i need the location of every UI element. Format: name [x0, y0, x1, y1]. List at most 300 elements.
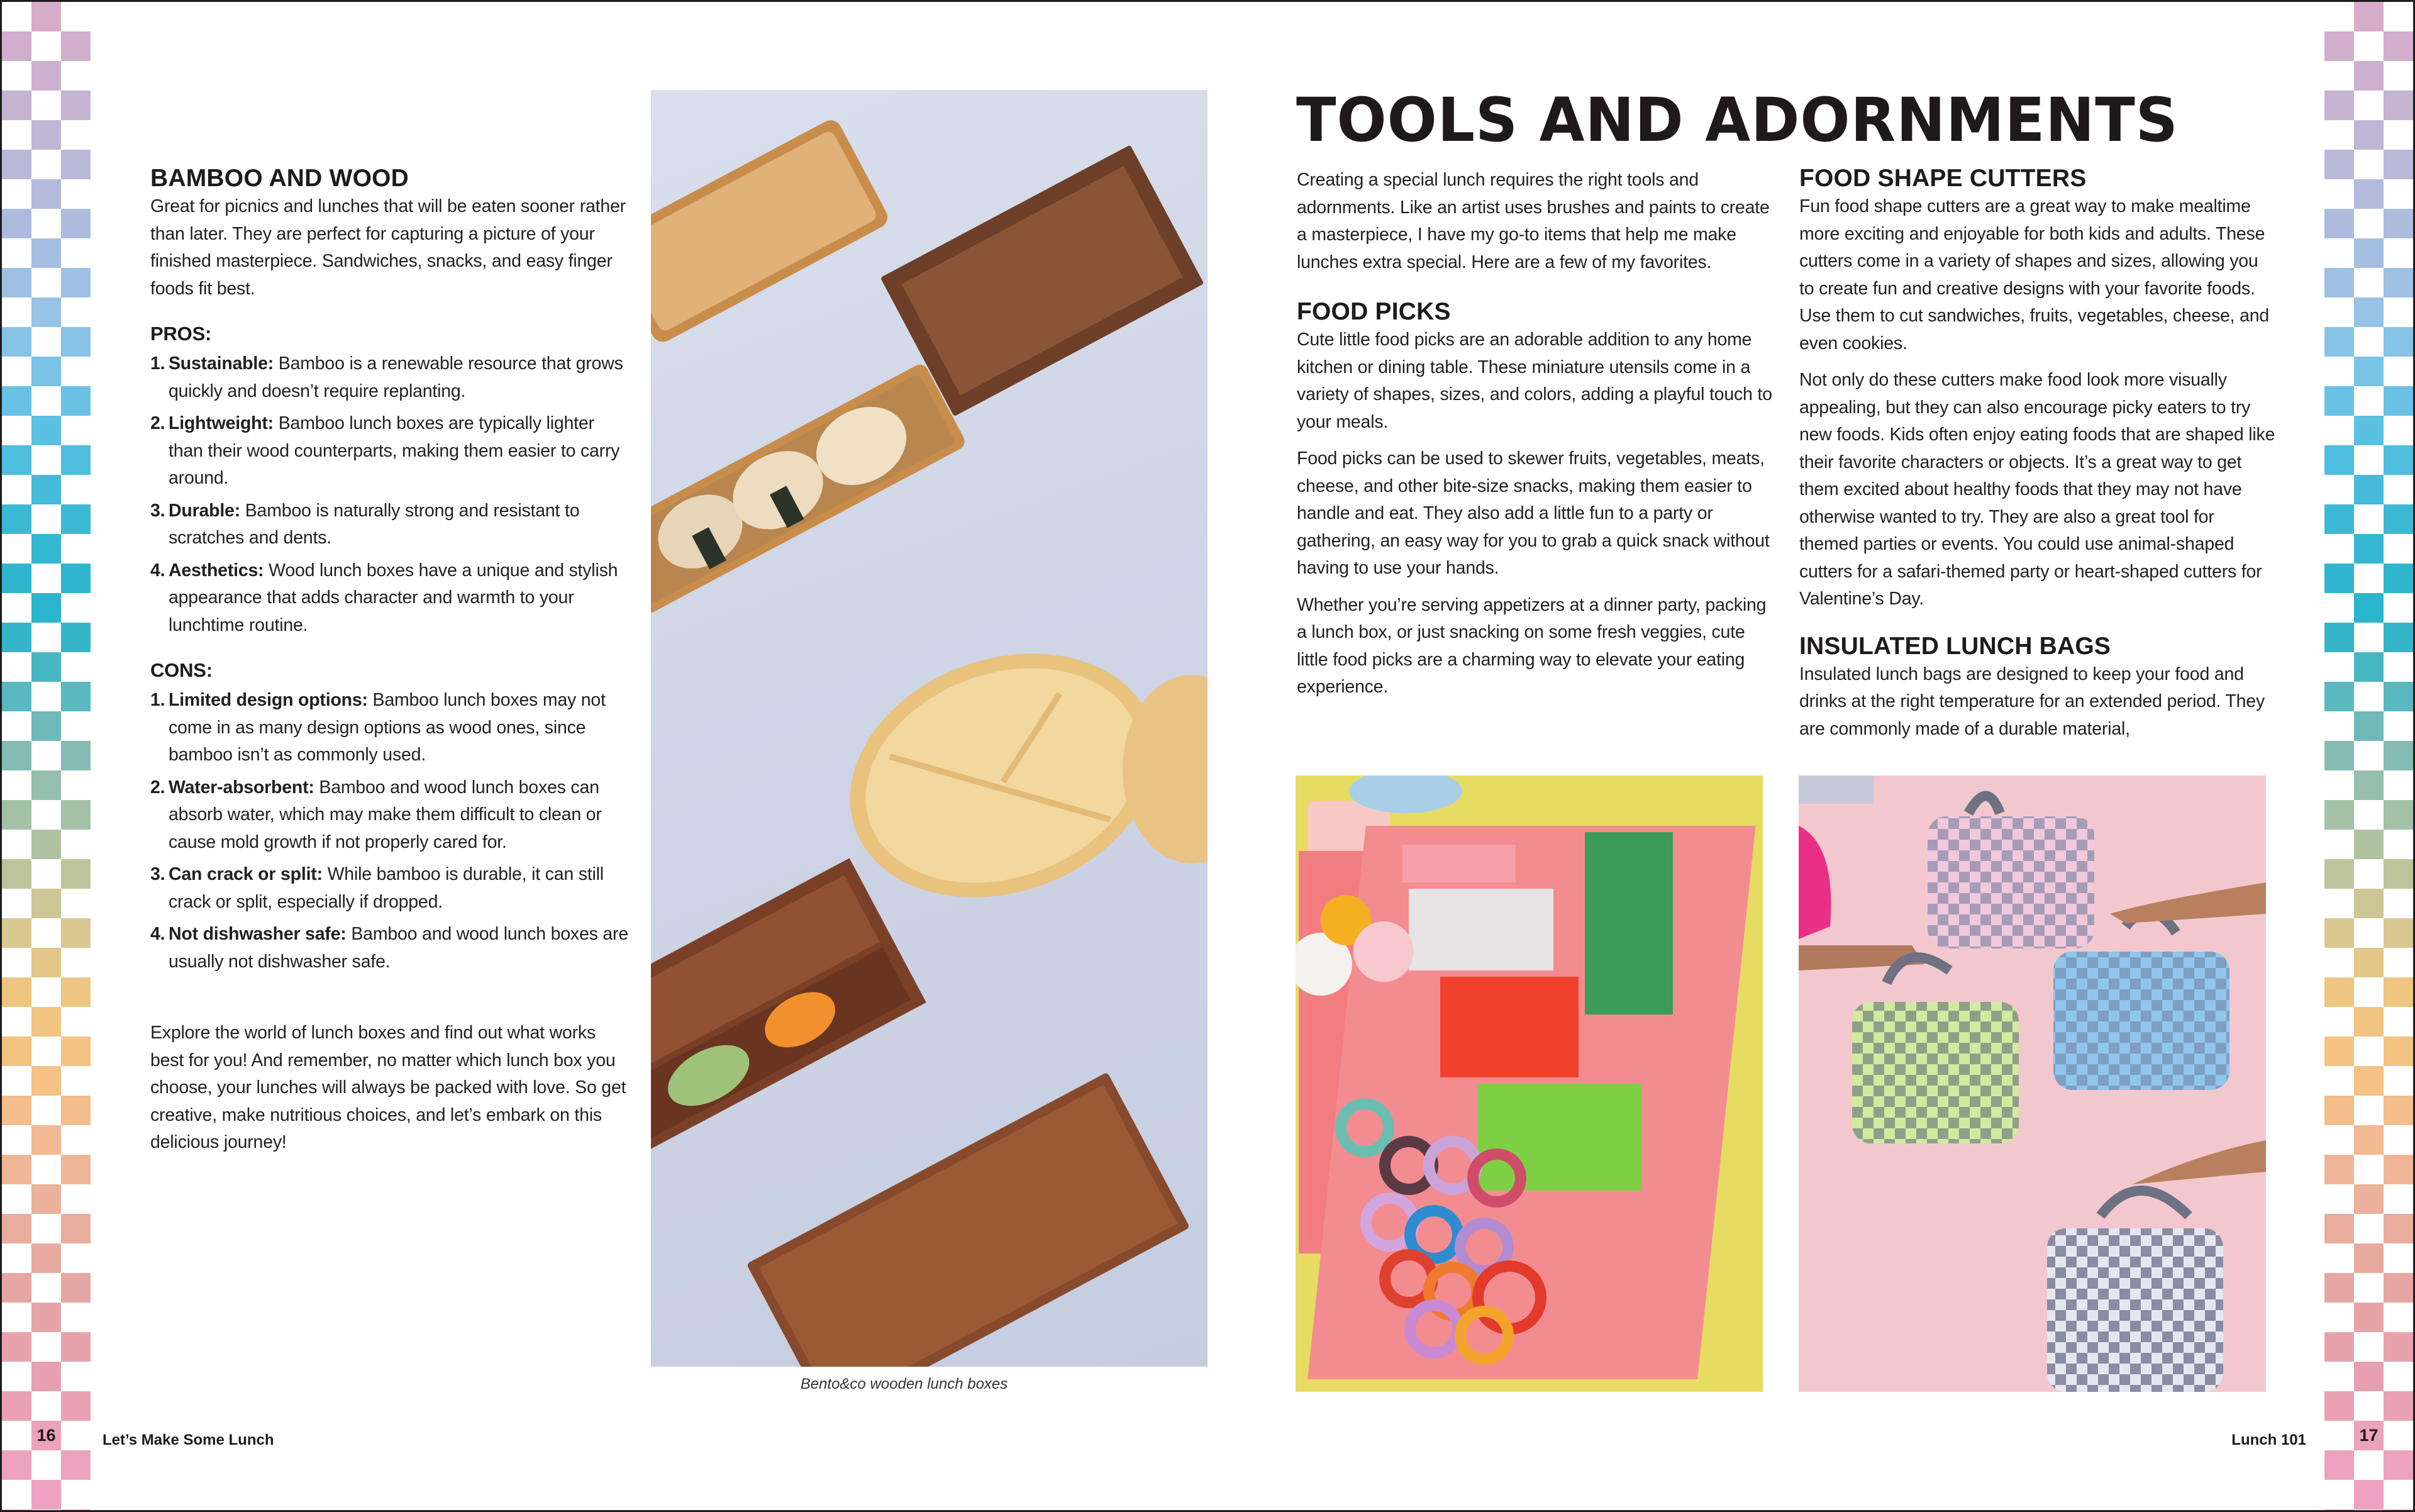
checker-square [61, 2, 91, 31]
checker-square [61, 534, 91, 564]
checker-square [2324, 948, 2354, 977]
checker-square [31, 1184, 61, 1214]
checker-square [2324, 1214, 2354, 1243]
checker-square [2384, 948, 2413, 977]
body-paragraph: Not only do these cutters make food look more visually appealing, but they can also encourage picky eaters to try new foods. Kids often enjoy eating foods that are shaped like their favorite characters or objects. It’s a great way to get them excited about healthy foods that they may not have otherwise wanted to try. They are also a great tool for themed parties or events. You could use animal-shaped cutters for a safari-themed party or heart-shaped cutters for Valentine’s Day. [1799, 370, 2275, 609]
checker-square [61, 416, 91, 445]
checker-square [2384, 534, 2413, 564]
checker-square [31, 1480, 61, 1509]
checker-square [31, 209, 61, 238]
checker-square [2384, 1421, 2413, 1450]
checker-square [2384, 386, 2413, 416]
checker-square [2354, 238, 2384, 268]
checker-square [2354, 623, 2384, 652]
checker-square [2, 1421, 31, 1450]
checker-square [2384, 1184, 2413, 1214]
checker-square [2354, 564, 2384, 593]
checker-square [61, 948, 91, 977]
checker-square [2354, 1184, 2384, 1214]
checker-square [2384, 1450, 2413, 1480]
checker-square [2, 652, 31, 682]
left-text-column [150, 164, 628, 1166]
checker-square [61, 209, 91, 238]
checker-square [61, 179, 91, 209]
checker-square [2, 297, 31, 327]
checker-square [31, 682, 61, 711]
checker-square [2354, 1421, 2384, 1450]
checker-square [2, 1007, 31, 1037]
checker-square [31, 327, 61, 357]
checker-square [2384, 475, 2413, 504]
checker-square [2384, 91, 2413, 120]
checker-square [2354, 297, 2384, 327]
checker-square [2384, 918, 2413, 948]
checker-square [31, 830, 61, 859]
checker-square [2324, 1007, 2354, 1037]
checker-square [2324, 1303, 2354, 1332]
list-item: 4. Aesthetics: Wood lunch boxes have a unique and stylish appearance that adds character and warmth to your lunchtime routine. [150, 560, 618, 635]
checker-border-right [2324, 2, 2413, 1510]
checker-square [31, 1273, 61, 1303]
checker-square [2354, 209, 2384, 238]
checker-square [2354, 31, 2384, 61]
checker-square [2384, 1214, 2413, 1243]
checker-square [2324, 1421, 2354, 1450]
checker-square [31, 1303, 61, 1332]
checker-square [2384, 31, 2413, 61]
checker-square [2, 150, 31, 179]
checker-square [2384, 1037, 2413, 1066]
checker-square [61, 475, 91, 504]
intro-paragraph: Creating a special lunch requires the right tools and adornments. Like an artist uses brushes and paints to create a masterpiece, I have my go-to items that help me make lunches extra special. Here are a few of my favorites. [1297, 170, 1770, 272]
checker-square [61, 564, 91, 593]
checker-square [2, 1509, 31, 1510]
checker-square [2324, 1066, 2354, 1096]
checker-square [2354, 120, 2384, 150]
bento-boxes-photo [651, 90, 1208, 1367]
checker-square [2384, 1155, 2413, 1184]
checker-square [2324, 209, 2354, 238]
middle-text-column [1297, 167, 1775, 711]
checker-square [61, 977, 91, 1007]
checker-square [61, 1362, 91, 1391]
bento-illustration [651, 90, 1208, 1367]
checker-square [2324, 682, 2354, 711]
checker-square [31, 770, 61, 800]
checker-square [2324, 238, 2354, 268]
checker-square [31, 1066, 61, 1096]
checker-square [2384, 1362, 2413, 1391]
body-paragraph: Cute little food picks are an adorable addition to any home kitchen or dining table. These miniature utensils come in a variety of shapes, sizes, and colors, adding a playful touch to your meals. [1297, 330, 1772, 432]
checker-square [2384, 859, 2413, 889]
checker-square [2324, 150, 2354, 179]
checker-square [2, 445, 31, 475]
checker-square [2354, 327, 2384, 357]
checker-square [31, 918, 61, 948]
section-heading: BAMBOO AND WOOD [150, 165, 409, 192]
checker-square [2384, 1125, 2413, 1155]
checker-square [2384, 297, 2413, 327]
checker-square [2384, 2, 2413, 31]
checker-square [2324, 327, 2354, 357]
cons-list [150, 687, 628, 976]
checker-square [61, 357, 91, 386]
checker-square [2, 120, 31, 150]
checker-square [2, 1391, 31, 1421]
checker-square [2324, 1391, 2354, 1421]
checker-square [2, 91, 31, 120]
checker-square [2384, 741, 2413, 770]
checker-square [2, 1332, 31, 1362]
checker-border-left [2, 2, 91, 1510]
checker-square [61, 770, 91, 800]
checker-square [31, 179, 61, 209]
checker-square [31, 475, 61, 504]
checker-square [31, 564, 61, 593]
checker-square [2354, 1125, 2384, 1155]
checker-square [61, 1155, 91, 1184]
checker-square [2, 1155, 31, 1184]
checker-square [61, 652, 91, 682]
page-number: 17 [2359, 1426, 2379, 1445]
checker-square [61, 682, 91, 711]
checker-square [2324, 1480, 2354, 1509]
checker-square [31, 859, 61, 889]
checker-square [31, 120, 61, 150]
checker-square [2354, 268, 2384, 297]
checker-square [2384, 504, 2413, 534]
checker-square [31, 1214, 61, 1243]
checker-square [31, 977, 61, 1007]
checker-square [61, 711, 91, 741]
checker-square [31, 711, 61, 741]
checker-square [2324, 1362, 2354, 1391]
checker-square [2324, 859, 2354, 889]
checker-square [2324, 1332, 2354, 1362]
checker-square [2354, 770, 2384, 800]
checker-square [31, 1509, 61, 1510]
checker-square [2354, 150, 2384, 179]
intro-paragraph: Great for picnics and lunches that will be eaten sooner rather than later. They are perfect for capturing a picture of your finished masterpiece. Sandwiches, snacks, and easy finger foods fit best. [150, 196, 626, 299]
checker-square [2384, 1066, 2413, 1096]
checker-square [2384, 416, 2413, 445]
checker-square [61, 741, 91, 770]
checker-square [2324, 1037, 2354, 1066]
checker-square [31, 741, 61, 770]
checker-square [2, 564, 31, 593]
checker-square [61, 593, 91, 623]
checker-square [2354, 682, 2384, 711]
checker-square [2324, 800, 2354, 830]
checker-square [2324, 564, 2354, 593]
checker-square [2, 593, 31, 623]
checker-square [2354, 1362, 2384, 1391]
list-item: 2. Water-absorbent: Bamboo and wood lunch boxes can absorb water, which may make them difficult to clean or cause mold growth if not properly cared for. [150, 777, 602, 852]
checker-square [2324, 268, 2354, 297]
checker-square [61, 1332, 91, 1362]
closing-paragraph: Explore the world of lunch boxes and find out what works best for you! And remember, no matter which lunch box you choose, your lunches will always be packed with love. So get creative, make nutritious choices, and let’s embark on this delicious journey! [150, 1023, 626, 1152]
checker-square [2384, 209, 2413, 238]
checker-square [2354, 386, 2384, 416]
checker-square [2384, 682, 2413, 711]
checker-square [2354, 91, 2384, 120]
lunch-bags-photo [1799, 775, 2266, 1392]
checker-square [2, 1303, 31, 1332]
checker-square [61, 297, 91, 327]
checker-square [2354, 445, 2384, 475]
checker-square [31, 800, 61, 830]
checker-square [2324, 91, 2354, 120]
checker-square [2384, 564, 2413, 593]
checker-square [2384, 1509, 2413, 1510]
cons-heading: CONS: [150, 659, 213, 681]
checker-square [2, 327, 31, 357]
checker-square [2384, 593, 2413, 623]
checker-square [61, 1184, 91, 1214]
checker-square [2354, 504, 2384, 534]
checker-square [2384, 61, 2413, 91]
checker-square [2, 1273, 31, 1303]
checker-square [2324, 652, 2354, 682]
checker-square [2354, 475, 2384, 504]
body-paragraph: Insulated lunch bags are designed to keep your food and drinks at the right temperature for an extended period. They are commonly made of a durable material, [1799, 664, 2265, 739]
checker-square [2384, 623, 2413, 652]
checker-square [61, 1421, 91, 1450]
checker-square [2324, 416, 2354, 445]
checker-square [2354, 859, 2384, 889]
checker-square [2324, 445, 2354, 475]
checker-square [2384, 357, 2413, 386]
checker-square [61, 1096, 91, 1125]
checker-square [2, 623, 31, 652]
checker-square [61, 268, 91, 297]
checker-square [2354, 800, 2384, 830]
checker-square [31, 386, 61, 416]
list-item: 1. Sustainable: Bamboo is a renewable resource that grows quickly and doesn’t require replanting. [150, 353, 623, 401]
checker-square [31, 61, 61, 91]
checker-square [2324, 1509, 2354, 1510]
checker-square [2354, 1214, 2384, 1243]
checker-square [31, 1450, 61, 1480]
checker-square [2, 800, 31, 830]
checker-square [2384, 268, 2413, 297]
checker-square [2, 830, 31, 859]
checker-square [2324, 357, 2354, 386]
checker-square [31, 238, 61, 268]
checker-square [61, 1480, 91, 1509]
body-paragraph: Whether you’re serving appetizers at a dinner party, packing a lunch box, or just snacking on some fresh veggies, cute little food picks are a charming way to elevate your eating experience. [1297, 594, 1767, 697]
book-spread [2, 2, 2413, 1510]
checker-square [2384, 977, 2413, 1007]
checker-square [61, 150, 91, 179]
checker-square [61, 1007, 91, 1037]
checker-square [2354, 1096, 2384, 1125]
checker-square [61, 61, 91, 91]
checker-square [2324, 179, 2354, 209]
checker-square [31, 948, 61, 977]
checker-square [2354, 1007, 2384, 1037]
checker-square [2, 209, 31, 238]
checker-square [31, 623, 61, 652]
checker-square [31, 1391, 61, 1421]
checker-square [61, 445, 91, 475]
checker-square [2, 61, 31, 91]
checker-square [2, 386, 31, 416]
checker-square [2354, 2, 2384, 31]
checker-square [2324, 1096, 2354, 1125]
checker-square [61, 91, 91, 120]
checker-square [2, 948, 31, 977]
checker-square [2, 1125, 31, 1155]
checker-square [2324, 1450, 2354, 1480]
checker-square [2324, 889, 2354, 918]
checker-square [31, 31, 61, 61]
pros-list [150, 350, 628, 639]
checker-square [2324, 770, 2354, 800]
checker-square [2, 682, 31, 711]
checker-square [2384, 770, 2413, 800]
checker-square [61, 623, 91, 652]
checker-square [2, 1450, 31, 1480]
checker-square [61, 386, 91, 416]
checker-square [2, 741, 31, 770]
checker-square [2354, 534, 2384, 564]
checker-square [61, 918, 91, 948]
checker-square [31, 1421, 61, 1450]
checker-square [61, 238, 91, 268]
body-paragraph: Fun food shape cutters are a great way to make mealtime more exciting and enjoyable for both kids and adults. These cutters come in a variety of shapes and sizes, allowing you to create fun and creative designs with your favorite foods. Use them to cut sandwiches, fruits, vegetables, cheese, and even cookies. [1799, 196, 2270, 353]
checker-square [61, 1303, 91, 1332]
checker-square [2324, 31, 2354, 61]
checker-square [2384, 150, 2413, 179]
checker-square [2384, 1332, 2413, 1362]
checker-square [31, 416, 61, 445]
checker-square [2324, 386, 2354, 416]
checker-square [2324, 534, 2354, 564]
checker-square [61, 31, 91, 61]
checker-square [2, 711, 31, 741]
page-title: TOOLS AND ADORNMENTS [1296, 85, 2179, 155]
checker-square [2, 1214, 31, 1243]
checker-square [2354, 948, 2384, 977]
food-picks-heading: FOOD PICKS [1297, 298, 1451, 325]
checker-square [2, 1362, 31, 1391]
checker-square [2354, 179, 2384, 209]
checker-square [61, 889, 91, 918]
pros-heading: PROS: [150, 323, 212, 345]
list-item: 4. Not dishwasher safe: Bamboo and wood lunch boxes are usually not dishwasher safe. [150, 924, 628, 972]
checker-square [2, 238, 31, 268]
checker-square [2354, 1303, 2384, 1332]
checker-square [2, 770, 31, 800]
checker-square [2324, 1125, 2354, 1155]
checker-square [31, 268, 61, 297]
food-shape-cutters-heading: FOOD SHAPE CUTTERS [1799, 165, 2087, 192]
checker-square [2384, 445, 2413, 475]
body-paragraph: Food picks can be used to skewer fruits, vegetables, meats, cheese, and other bite-size snacks, making them easier to handle and eat. They also add a little fun to a party or gathering, an easy way for you to grab a quick snack without having to use your hands. [1297, 448, 1770, 578]
checker-square [2324, 1243, 2354, 1273]
checker-square [31, 1155, 61, 1184]
checker-square [2354, 741, 2384, 770]
checker-square [2354, 1037, 2384, 1066]
checker-square [61, 504, 91, 534]
checker-square [2, 918, 31, 948]
checker-square [61, 120, 91, 150]
checker-square [31, 889, 61, 918]
checker-square [2384, 179, 2413, 209]
checker-square [2354, 830, 2384, 859]
checker-square [31, 1332, 61, 1362]
checker-square [31, 445, 61, 475]
checker-square [61, 1243, 91, 1273]
checker-square [2384, 1391, 2413, 1421]
checker-square [2384, 327, 2413, 357]
list-item: 1. Limited design options: Bamboo lunch boxes may not come in as many design options as wood ones, since bamboo isn’t as commonly used. [150, 690, 606, 765]
checker-square [2354, 1332, 2384, 1362]
checker-square [31, 297, 61, 327]
checker-square [2324, 2, 2354, 31]
checker-square [2354, 593, 2384, 623]
food-picks-illustration [1296, 775, 1763, 1392]
page-number: 16 [36, 1426, 56, 1445]
checker-square [2354, 977, 2384, 1007]
checker-square [2384, 1273, 2413, 1303]
checker-square [2, 31, 31, 61]
checker-square [31, 91, 61, 120]
checker-square [2384, 120, 2413, 150]
checker-square [2, 1096, 31, 1125]
checker-square [2, 504, 31, 534]
checker-square [61, 1509, 91, 1510]
checker-square [2354, 1391, 2384, 1421]
checker-square [61, 859, 91, 889]
checker-square [2, 2, 31, 31]
checker-square [2354, 1509, 2384, 1510]
checker-square [2324, 623, 2354, 652]
checker-square [2324, 297, 2354, 327]
checker-square [2, 977, 31, 1007]
checker-square [2384, 830, 2413, 859]
checker-square [2384, 800, 2413, 830]
checker-square [2354, 1480, 2384, 1509]
checker-square [2324, 977, 2354, 1007]
checker-square [2384, 1243, 2413, 1273]
list-item: 3. Durable: Bamboo is naturally strong and resistant to scratches and dents. [150, 500, 580, 548]
checker-square [2324, 120, 2354, 150]
checker-square [2, 889, 31, 918]
checker-square [61, 1450, 91, 1480]
checker-square [61, 1037, 91, 1066]
checker-square [2384, 1303, 2413, 1332]
checker-square [31, 1362, 61, 1391]
checker-square [2354, 416, 2384, 445]
checker-square [31, 1007, 61, 1037]
checker-square [2384, 1096, 2413, 1125]
checker-square [2354, 918, 2384, 948]
checker-square [2384, 889, 2413, 918]
checker-square [2, 268, 31, 297]
checker-square [2324, 61, 2354, 91]
photo-caption: Bento&co wooden lunch boxes [800, 1376, 1008, 1392]
checker-square [31, 150, 61, 179]
checker-square [61, 1273, 91, 1303]
checker-square [31, 534, 61, 564]
checker-square [61, 327, 91, 357]
checker-square [31, 1037, 61, 1066]
checker-square [2, 357, 31, 386]
checker-square [2384, 711, 2413, 741]
right-text-column [1799, 164, 2277, 752]
